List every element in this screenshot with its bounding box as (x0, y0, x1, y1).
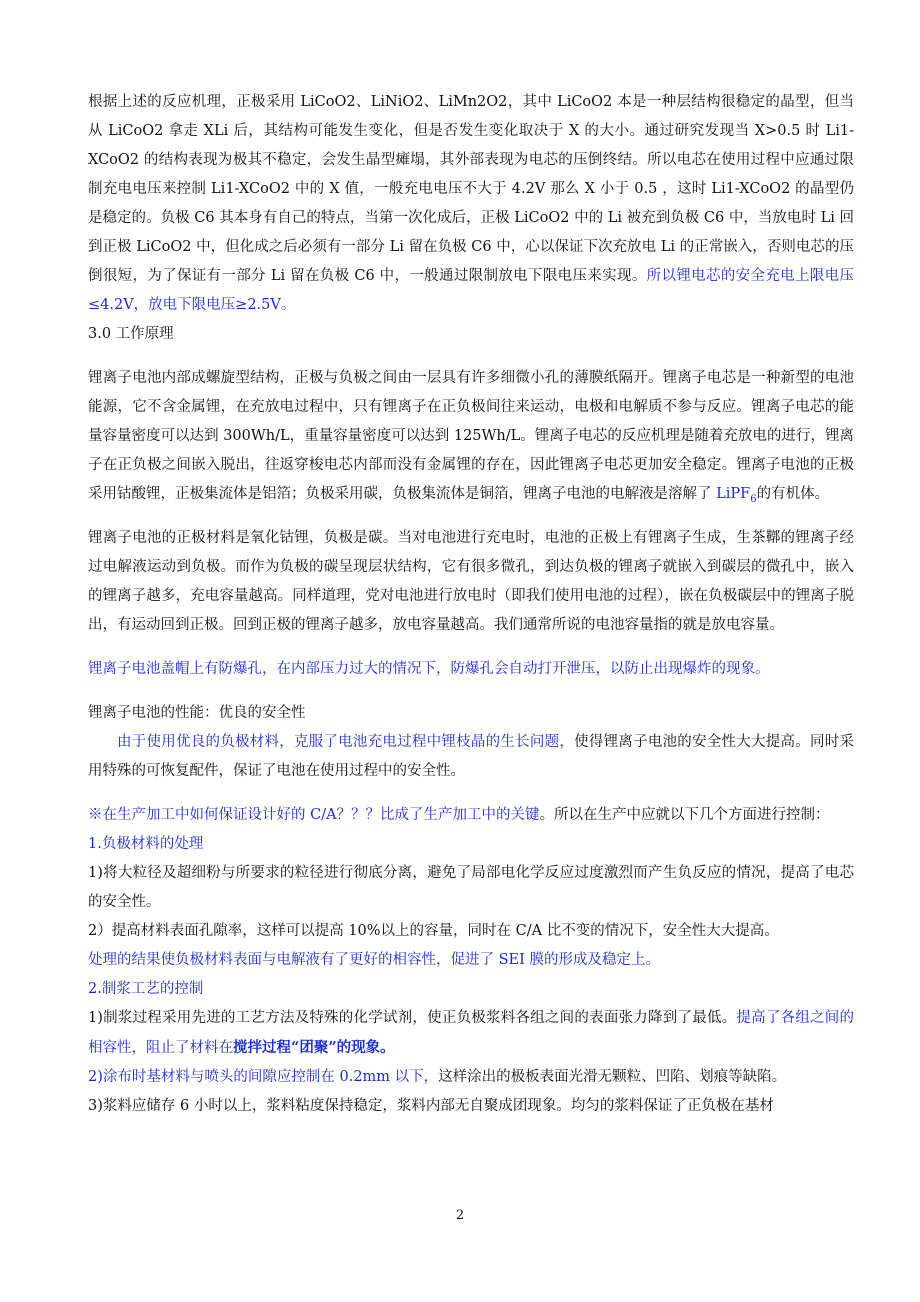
paragraph-text: 锂离子电池内部成螺旋型结构，正极与负极之间由一层具有许多细微小孔的薄膜纸隔开。锂离子电芯是一种新型的电池能源，它不含金属锂，在充放电过程中，只有锂离子在正负极间往来运动，电极和电解质不参与反应。锂离子电芯的能量容量密度可以达到 300Wh/L，重量容量密度可以达到 125Wh/L。锂离子电芯的反应机理是随着充放电的进行，锂离子在正负极之间嵌入脱出，往返穿梭电芯内部而没有金属锂的存在，因此锂离子电芯更加安全稳定。锂离子电池的正极采用钴酸锂，正极集流体是铝箔；负极采用碳，负极集流体是铜箔，锂离子电池的电解液是溶解了 (88, 370, 854, 502)
list-item (88, 1063, 854, 1092)
document-page (88, 88, 854, 1121)
paragraph-text: 根据上述的反应机理，正极采用 LiCoO2、LiNiO2、LiMn2O2，其中 LiCoO2 本是一种层结构很稳定的晶型，但当从 LiCoO2 拿走 XLi 后，其结构可能发生变化，但是否发生变化取决于 X 的大小。通过研究发现当 X>0.5 时 Li1-XCoO2 的结构表现为极其不稳定，会发生晶型瘫塌，其外部表现为电芯的压倒终结。所以电芯在使用过程中应通过限制充电电压来控制 Li1-XCoO2 中的 X 值，一般充电电压不大于 4.2V 那么 X 小于 0.5 ，这时 Li1-XCoO2 的晶型仍是稳定的。负极 C6 其本身有自己的特点，当第一次化成后，正极 LiCoO2 中的 Li 被充到负极 C6 中，当放电时 Li 回到正极 LiCoO2 中，但化成之后必须有一部分 Li 留在负极 C6 中，心以保证下次充放电 Li 的正常嵌入，否则电芯的压倒很短，为了保证有一部分 Li 留在负极 C6 中，一般通过限制放电下限电压来实现。 (88, 94, 854, 284)
list-item: 3)浆料应储存 6 小时以上，浆料粘度保持稳定，浆料内部无自聚成团现象。均匀的浆料保证了正负极在基材 (88, 1098, 774, 1114)
paragraph-reaction-mechanism (88, 88, 854, 320)
list-item: 1)将大粒径及超细粉与所要求的粒径进行彻底分离，避免了局部电化学反应过度激烈而产生负反应的情况，提高了电芯的安全性。 (88, 865, 854, 910)
paragraph-text: 1)制浆过程采用先进的工艺方法及特殊的化学试剂，使正负极浆料各组之间的表面张力降到了最低。 (88, 1010, 737, 1026)
paragraph-blue-text: ※在生产加工中如何保证设计好的 C/A？？？比成了生产加工中的关键 (88, 807, 540, 823)
heading-slurry-process: 2.制浆工艺的控制 (88, 981, 204, 997)
paragraph-treatment-result: 处理的结果使负极材料表面与电解液有了更好的相容性，促进了 SEI 膜的形成及稳定上。 (88, 952, 660, 968)
list-item: 2）提高材料表面孔隙率，这样可以提高 10%以上的容量，同时在 C/A 比不变的情况下，安全性大大提高。 (88, 923, 779, 939)
paragraph-explosion-vent: 锂离子电池盖帽上有防爆孔，在内部压力过大的情况下，防爆孔会自动打开泄压，以防止出现爆炸的现象。 (88, 661, 770, 677)
paragraph-bold-text: 搅拌过程“团聚”的现象。 (233, 1039, 395, 1056)
list-item (88, 1004, 854, 1063)
paragraph-ca-control (88, 801, 854, 830)
page-number: 2 (455, 1208, 465, 1223)
paragraph-tail: 的有机体。 (756, 486, 830, 502)
paragraph-charge-discharge: 锂离子电池的正极材料是氧化钴锂，负极是碳。当对电池进行充电时，电池的正极上有锂离子生成，生茶鞹的锂离子经过电解液运动到负极。而作为负极的碳呈现层状结构，它有很多微孔，到达负极的锂离子就嵌入到碳层的微孔中，嵌入的锂离子越多，充电容量越高。同样道理，党对电池进行放电时（即我们使用电池的过程），嵌在负极碳层中的锂离子脱出，有运动回到正极。回到正极的锂离子越多，放电容量越高。我们通常所说的电池容量指的就是放电容量。 (88, 530, 854, 633)
paragraph-blue-text: 2)涂布时基材料与喷头的间隙应控制在 0.2mm 以下， (88, 1069, 439, 1085)
heading-working-principle: 3.0 工作原理 (88, 326, 174, 342)
formula-text: LiPF (716, 486, 751, 502)
formula-subscript: 6 (750, 493, 757, 505)
paragraph-structure (88, 364, 854, 509)
formula-lipf6 (716, 486, 757, 505)
paragraph-blue-text: 由于使用优良的负极材料，克服了电池充电过程中锂枝晶的生长问题， (117, 734, 575, 750)
paragraph-safety (88, 728, 854, 786)
paragraph-text: 这样涂出的极板表面光滑无颗粒、凹陷、划痕等缺陷。 (438, 1069, 787, 1085)
highlight-voltage-limits: 所以锂电芯的安全充电上限电压≤4.2V，放电下限电压≥2.5V。 (88, 268, 854, 313)
heading-anode-treatment: 1.负极材料的处理 (88, 836, 204, 852)
paragraph-blue-text: 提高了各组之间的相容性，阻止了材料在 (88, 1010, 854, 1056)
paragraph-text: 。所以在生产中应就以下几个方面进行控制： (539, 807, 830, 823)
paragraph-text: 使得锂离子电池的安全性大大提高。同时采用特殊的可恢复配件，保证了电池在使用过程中的安全性。 (88, 734, 855, 779)
heading-performance: 锂离子电池的性能：优良的安全性 (88, 705, 306, 721)
